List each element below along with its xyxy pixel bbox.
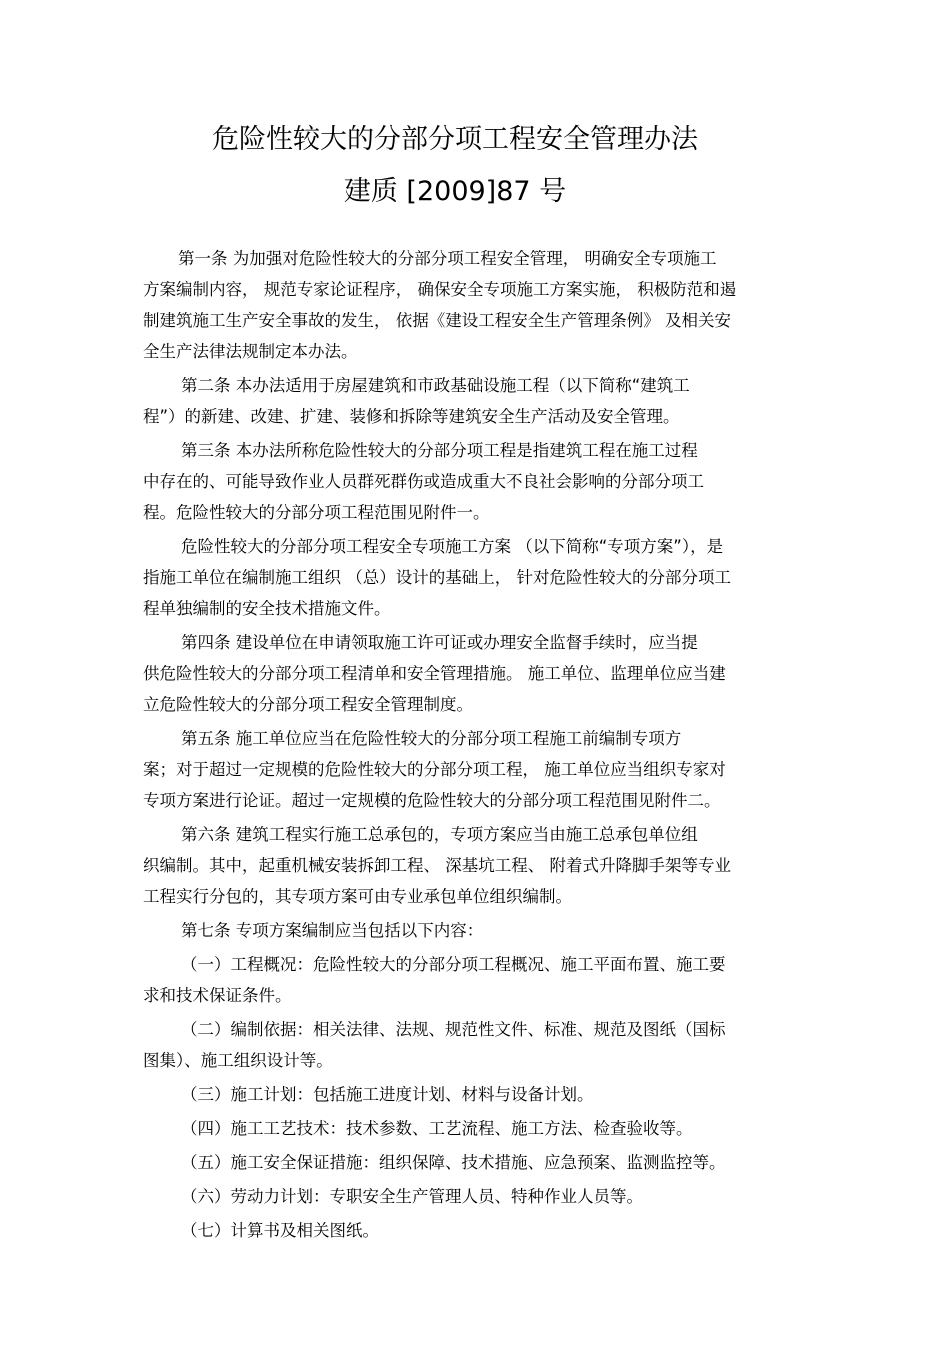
item-5: （五）施工安全保证措施：组织保障、技术措施、应急预案、监测监控等。 — [181, 1153, 726, 1172]
item-2-line-1: （二）编制依据：相关法律、法规、规范性文件、标准、规范及图纸（国标 — [181, 1020, 726, 1039]
article-2-line-2: 程”）的新建、改建、扩建、装修和拆除等建筑安全生产活动及安全管理。 — [143, 407, 680, 426]
item-3: （三）施工计划：包括施工进度计划、材料与设备计划。 — [181, 1085, 594, 1104]
article-5-line-3: 专项方案进行论证。超过一定规模的危险性较大的分部分项工程范围见附件二。 — [143, 791, 721, 810]
article-7-line-1: 第七条 专项方案编制应当包括以下内容： — [181, 921, 484, 940]
item-2-line-2: 图集）、施工组织设计等。 — [143, 1051, 333, 1070]
article-6-line-3: 工程实行分包的，其专项方案可由专业承包单位组织编制。 — [143, 887, 572, 906]
article-3-line-3: 程。危险性较大的分部分项工程范围见附件一。 — [143, 503, 490, 522]
item-6: （六）劳动力计划：专职安全生产管理人员、特种作业人员等。 — [181, 1187, 643, 1206]
article-1-line-3: 制建筑施工生产安全事故的发生， 依据《建设工程安全生产管理条例》 及相关安 — [143, 311, 731, 330]
article-2-line-1: 第二条 本办法适用于房屋建筑和市政基础设施工程（以下简称“建筑工 — [181, 376, 690, 395]
article-6-line-2: 织编制。其中，起重机械安装拆卸工程、 深基坑工程、 附着式升降脚手架等专业 — [143, 856, 731, 875]
definition-line-2: 指施工单位在编制施工组织 （总）设计的基础上， 针对危险性较大的分部分项工 — [143, 568, 731, 587]
item-1-line-2: 求和技术保证条件。 — [143, 986, 292, 1005]
article-4-line-1: 第四条 建设单位在申请领取施工许可证或办理安全监督手续时，应当提 — [181, 633, 698, 652]
article-4-line-2: 供危险性较大的分部分项工程清单和安全管理措施。 施工单位、监理单位应当建 — [143, 664, 726, 683]
article-3-line-2: 中存在的、可能导致作业人员群死群伤或造成重大不良社会影响的分部分项工 — [143, 472, 704, 491]
item-7: （七）计算书及相关图纸。 — [181, 1221, 379, 1240]
article-5-line-2: 案；对于超过一定规模的危险性较大的分部分项工程， 施工单位应当组织专家对 — [143, 760, 726, 779]
item-1-line-1: （一）工程概况：危险性较大的分部分项工程概况、施工平面布置、施工要 — [181, 955, 726, 974]
article-1-line-4: 全生产法律法规制定本办法。 — [143, 342, 358, 361]
definition-line-1: 危险性较大的分部分项工程安全专项施工方案 （以下简称“专项方案”），是 — [181, 537, 724, 556]
document-number: 建质 [2009]87 号 — [343, 176, 567, 207]
definition-line-3: 程单独编制的安全技术措施文件。 — [143, 599, 391, 618]
article-3-line-1: 第三条 本办法所称危险性较大的分部分项工程是指建筑工程在施工过程 — [181, 441, 698, 460]
article-1-line-1: 第一条 为加强对危险性较大的分部分项工程安全管理， 明确安全专项施工 — [178, 249, 717, 268]
article-1-line-2: 方案编制内容， 规范专家论证程序， 确保安全专项施工方案实施， 积极防范和遏 — [143, 280, 737, 299]
article-5-line-1: 第五条 施工单位应当在危险性较大的分部分项工程施工前编制专项方 — [181, 729, 682, 748]
document-body — [143, 243, 811, 1246]
document-title: 危险性较大的分部分项工程安全管理办法 — [212, 124, 698, 155]
article-6-line-1: 第六条 建筑工程实行施工总承包的，专项方案应当由施工总承包单位组 — [181, 825, 698, 844]
item-4: （四）施工工艺技术：技术参数、工艺流程、施工方法、检查验收等。 — [181, 1119, 693, 1138]
article-4-line-3: 立危险性较大的分部分项工程安全管理制度。 — [143, 695, 473, 714]
